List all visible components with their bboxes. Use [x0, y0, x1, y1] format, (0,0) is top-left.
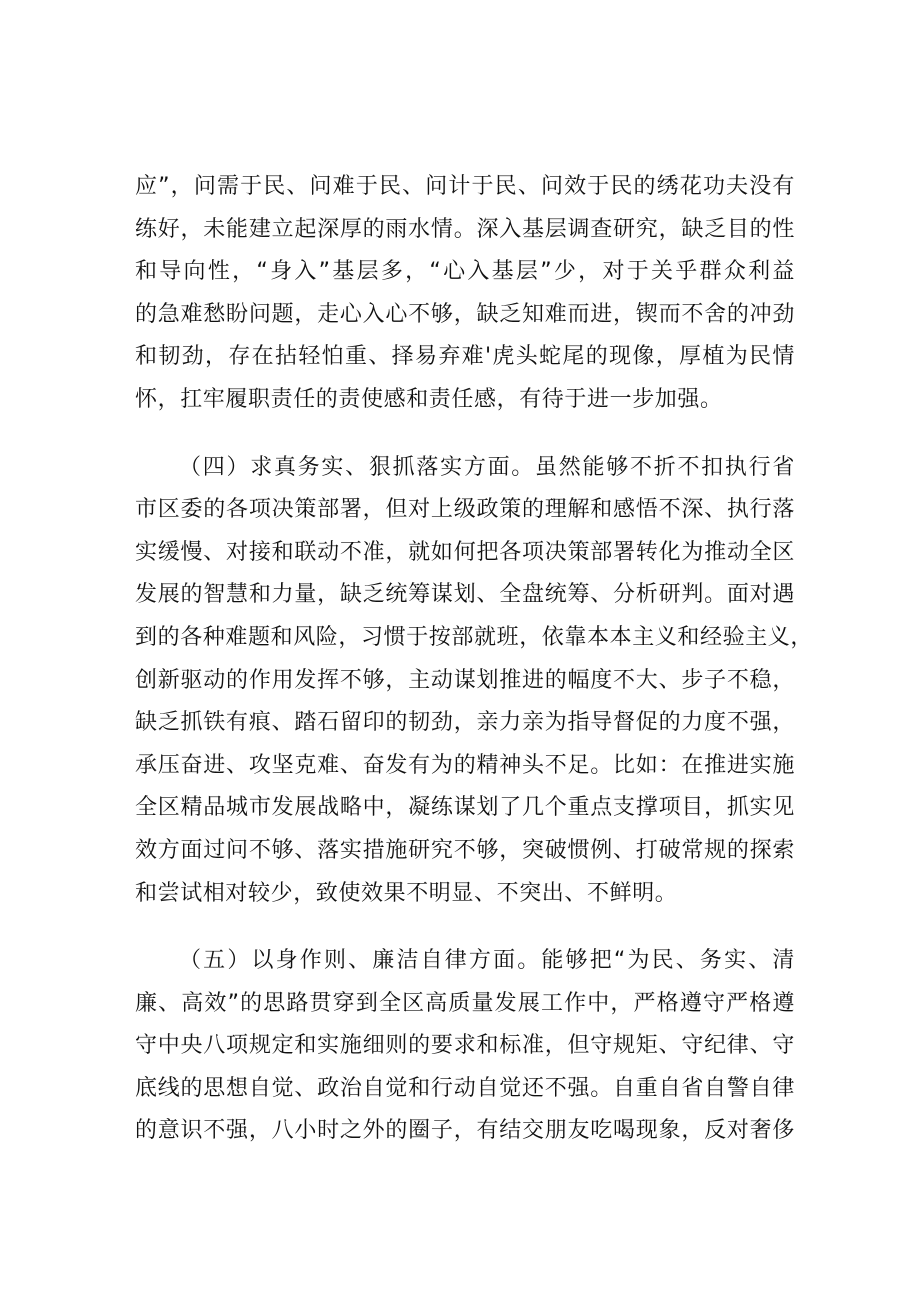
paragraph-line: 和尝试相对较少，致使效果不明显、不突出、不鲜明。 [135, 880, 678, 906]
paragraph-line: 的意识不强，八小时之外的圈子，有结交朋友吃喝现象，反对奢侈 [135, 1118, 795, 1144]
paragraph-line: 发展的智慧和力量，缺乏统筹谋划、全盘统筹、分析研判。面对遇 [135, 582, 795, 608]
paragraph-line: 到的各种难题和风险，习惯于按部就班，依靠本本主义和经验主义， [135, 624, 814, 650]
paragraph-line: 应”，问需于民、问难于民、问计于民、问效于民的绣花功夫没有 [135, 174, 795, 199]
paragraph-line: 缺乏抓铁有痕、踏石留印的韧劲，亲力亲为指导督促的力度不强， [135, 710, 795, 736]
document-body [135, 166, 814, 1153]
paragraph-spacer [135, 422, 795, 447]
paragraph-line: 和韧劲，存在拈轻怕重、择易弃难'虎头蛇尾的现像，厚植为民情 [135, 344, 795, 370]
section-heading-line: （四）求真务实、狠抓落实方面。虽然能够不折不扣执行省 [179, 454, 795, 480]
paragraph-line: 的急难愁盼问题，走心入心不够，缺乏知难而进，锲而不舍的冲劲 [135, 301, 795, 327]
paragraph-line: 实缓慢、对接和联动不准，就如何把各项决策部署转化为推动全区 [135, 539, 795, 565]
paragraph-line: 市区委的各项决策部署，但对上级政策的理解和感悟不深、执行落 [135, 497, 795, 523]
paragraph-line: 怀，扛牢履职责任的责使感和责任感，有待于进一步加强。 [135, 386, 723, 412]
paragraph-line: 守中央八项规定和实施细则的要求和标准，但守规矩、守纪律、守 [135, 1033, 795, 1059]
paragraph-line: 和导向性，“身入”基层多，“心入基层”少，对于关乎群众利益 [135, 259, 795, 285]
paragraph-section-5 [135, 940, 795, 1153]
paragraph-line: 练好，未能建立起深厚的雨水情。深入基层调查研究，缺乏目的性 [135, 216, 795, 242]
paragraph-line: 承压奋进、攻坚克难、奋发有为的精神头不足。比如：在推进实施 [135, 752, 795, 778]
paragraph-line: 全区精品城市发展战略中，凝练谋划了几个重点支撑项目，抓实见 [135, 795, 795, 821]
paragraph-spacer [135, 915, 795, 940]
section-heading-line: （五）以身作则、廉洁自律方面。能够把“为民、务实、清 [179, 948, 795, 974]
paragraph-line: 廉、高效”的思路贯穿到全区高质量发展工作中，严格遵守严格遵 [135, 990, 795, 1016]
paragraph-line: 效方面过问不够、落实措施研究不够，突破惯例、打破常规的探索 [135, 837, 795, 863]
paragraph-line: 创新驱动的作用发挥不够，主动谋划推进的幅度不大、步子不稳， [135, 667, 795, 693]
paragraph-section-4 [135, 447, 814, 916]
paragraph-line: 底线的思想自觉、政治自觉和行动自觉还不强。自重自省自警自律 [135, 1075, 795, 1101]
paragraph-1 [135, 166, 795, 422]
